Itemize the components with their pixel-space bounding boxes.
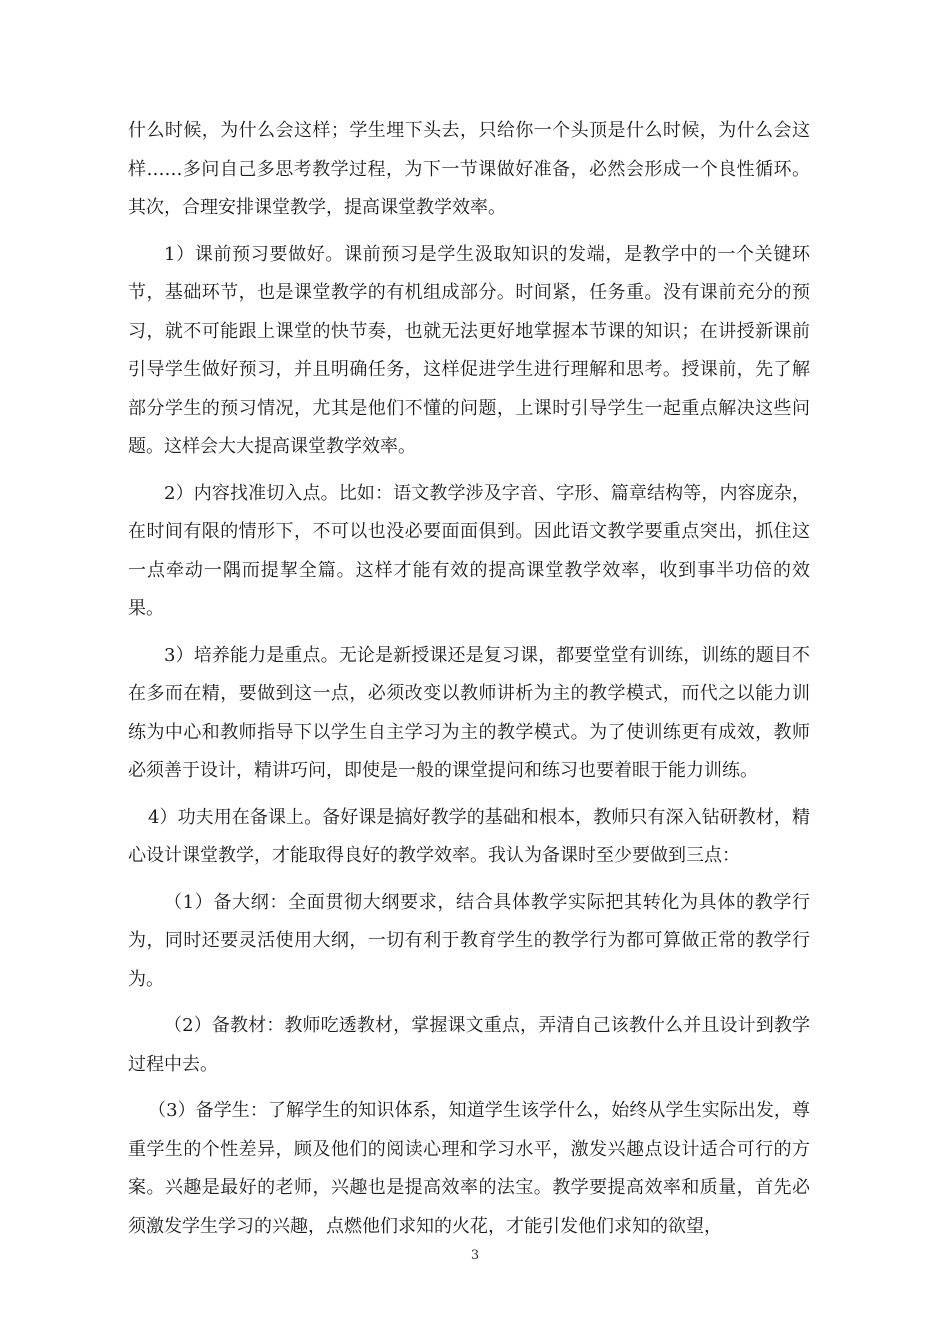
paragraph-continuation: 什么时候，为什么会这样；学生埋下头去，只给你一个头顶是什么时候，为什么会这样……多问自己多思考教学过程，为下一节课做好准备，必然会形成一个良性循环。其次，合理安排课堂教学，提高课堂教学效率。 xyxy=(128,120,810,218)
paragraph-entry-point-section: 2）内容找准切入点。比如：语文教学涉及字音、字形、篇章结构等，内容庞杂，在时间有限的情形下，不可以也没必要面面俱到。因此语文教学要重点突出，抓住这一点牵动一隅而提挈全篇。这样才能有效的提高课堂教学效率，收到事半功倍的效果。 xyxy=(128,482,810,619)
document-body xyxy=(128,112,810,1254)
paragraph-syllabus-item: （1）备大纲：全面贯彻大纲要求，结合具体教学实际把其转化为具体的教学行为，同时还要灵活使用大纲，一切有利于教育学生的教学行为都可算做正常的教学行为。 xyxy=(128,891,810,990)
paragraph-preview-section: 1）课前预习要做好。课前预习是学生汲取知识的发端，是教学中的一个关键环节，基础环节，也是课堂教学的有机组成部分。时间紧，任务重。没有课前充分的预习，就不可能跟上课堂的快节奏，也就无法更好地掌握本节课的知识；在讲授新课前引导学生做好预习，并且明确任务，这样促进学生进行理解和思考。授课前，先了解部分学生的预习情况，尤其是他们不懂的问题，上课时引导学生一起重点解决这些问题。这样会大大提高课堂教学效率。 xyxy=(128,243,810,457)
paragraph-textbook-item: （2）备教材：教师吃透教材，掌握课文重点，弄清自己该教什么并且设计到教学过程中去。 xyxy=(128,1015,810,1075)
page-number: 3 xyxy=(470,1248,480,1263)
paragraph-students-item: （3）备学生：了解学生的知识体系，知道学生该学什么，始终从学生实际出发，尊重学生的个性差异，顾及他们的阅读心理和学习水平，激发兴趣点设计适合可行的方案。兴趣是最好的老师，兴趣也是提高效率的法宝。教学要提高效率和质量，首先必须激发学生学习的兴趣，点燃他们求知的火花，才能引发他们求知的欲望， xyxy=(128,1100,810,1237)
paragraph-lesson-prep-section: 4）功夫用在备课上。备好课是搞好教学的基础和根本，教师只有深入钻研教材，精心设计课堂教学，才能取得良好的教学效率。我认为备课时至少要做到三点： xyxy=(128,806,810,866)
paragraph-ability-section: 3）培养能力是重点。无论是新授课还是复习课，都要堂堂有训练，训练的题目不在多而在精，要做到这一点，必须改变以教师讲析为主的教学模式，而代之以能力训练为中心和教师指导下以学生自主学习为主的教学模式。为了使训练更有成效，教师必须善于设计，精讲巧问，即使是一般的课堂提问和练习也要着眼于能力训练。 xyxy=(128,644,810,781)
